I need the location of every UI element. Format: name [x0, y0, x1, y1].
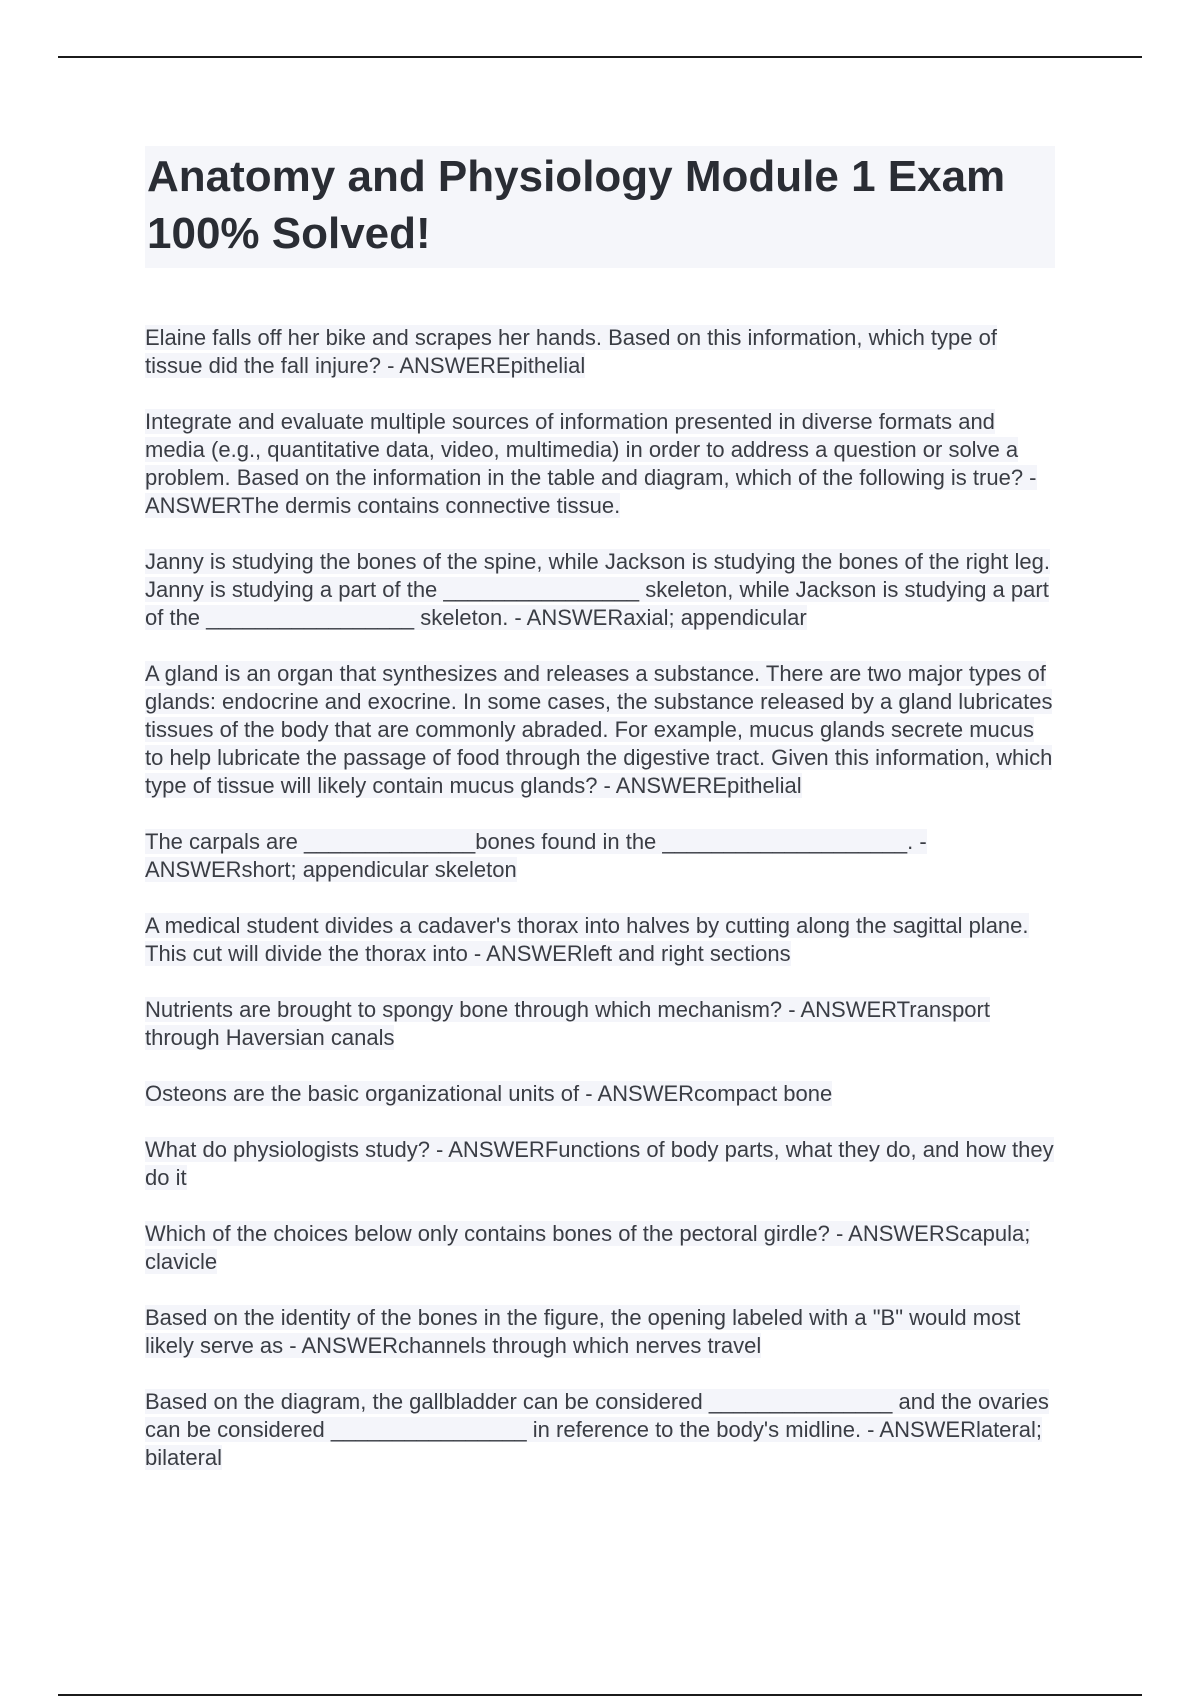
qa-item: [145, 1136, 1055, 1192]
qa-item-text: The carpals are ______________bones found in the ____________________. - ANSWERshort; appendicular skeleton: [145, 829, 927, 882]
qa-item-text: A gland is an organ that synthesizes and releases a substance. There are two major types of glands: endocrine and exocrine. In some cases, the substance released by a gland lubricates tissues of the body that are commonly abraded. For example, mucus glands secrete mucus to help lubricate the passage of food through the digestive tract. Given this information, which type of tissue will likely contain mucus glands? - ANSWEREpithelial: [145, 661, 1053, 798]
qa-item-text: Janny is studying the bones of the spine, while Jackson is studying the bones of the right leg. Janny is studying a part of the ________________ skeleton, while Jackson is studying a part of the _________________ skeleton. - ANSWERaxial; appendicular: [145, 549, 1050, 630]
qa-item: [145, 548, 1055, 632]
qa-item-text: Based on the identity of the bones in the figure, the opening labeled with a "B" would most likely serve as - ANSWERchannels through which nerves travel: [145, 1305, 1021, 1358]
qa-item: [145, 1220, 1055, 1276]
qa-item: [145, 324, 1055, 380]
header-rule: [58, 56, 1142, 58]
qa-item-text: What do physiologists study? - ANSWERFunctions of body parts, what they do, and how they do it: [145, 1137, 1054, 1190]
document-body: [145, 146, 1055, 1500]
qa-item-text: Which of the choices below only contains bones of the pectoral girdle? - ANSWERScapula; clavicle: [145, 1221, 1031, 1274]
qa-item: [145, 1304, 1055, 1360]
qa-item-text: Nutrients are brought to spongy bone through which mechanism? - ANSWERTransport through Haversian canals: [145, 997, 990, 1050]
document-title: Anatomy and Physiology Module 1 Exam 100% Solved!: [145, 146, 1055, 268]
qa-item: [145, 660, 1055, 800]
qa-item-text: Osteons are the basic organizational units of - ANSWERcompact bone: [145, 1081, 833, 1106]
qa-item: [145, 828, 1055, 884]
qa-item-text: Based on the diagram, the gallbladder can be considered _______________ and the ovaries can be considered ________________ in reference to the body's midline. - ANSWERlateral; bilateral: [145, 1389, 1049, 1470]
qa-item: [145, 996, 1055, 1052]
qa-item: [145, 1080, 1055, 1108]
qa-item: [145, 1388, 1055, 1472]
qa-item-text: Elaine falls off her bike and scrapes her hands. Based on this information, which type of tissue did the fall injure? - ANSWEREpithelial: [145, 325, 997, 378]
qa-item: [145, 408, 1055, 520]
footer-rule: [58, 1694, 1142, 1696]
qa-item: [145, 912, 1055, 968]
qa-item-text: Integrate and evaluate multiple sources of information presented in diverse formats and media (e.g., quantitative data, video, multimedia) in order to address a question or solve a problem. Based on the information in the table and diagram, which of the following is true? - ANSWERThe dermis contains connective tissue.: [145, 409, 1037, 518]
qa-item-text: A medical student divides a cadaver's thorax into halves by cutting along the sagittal plane. This cut will divide the thorax into - ANSWERleft and right sections: [145, 913, 1029, 966]
